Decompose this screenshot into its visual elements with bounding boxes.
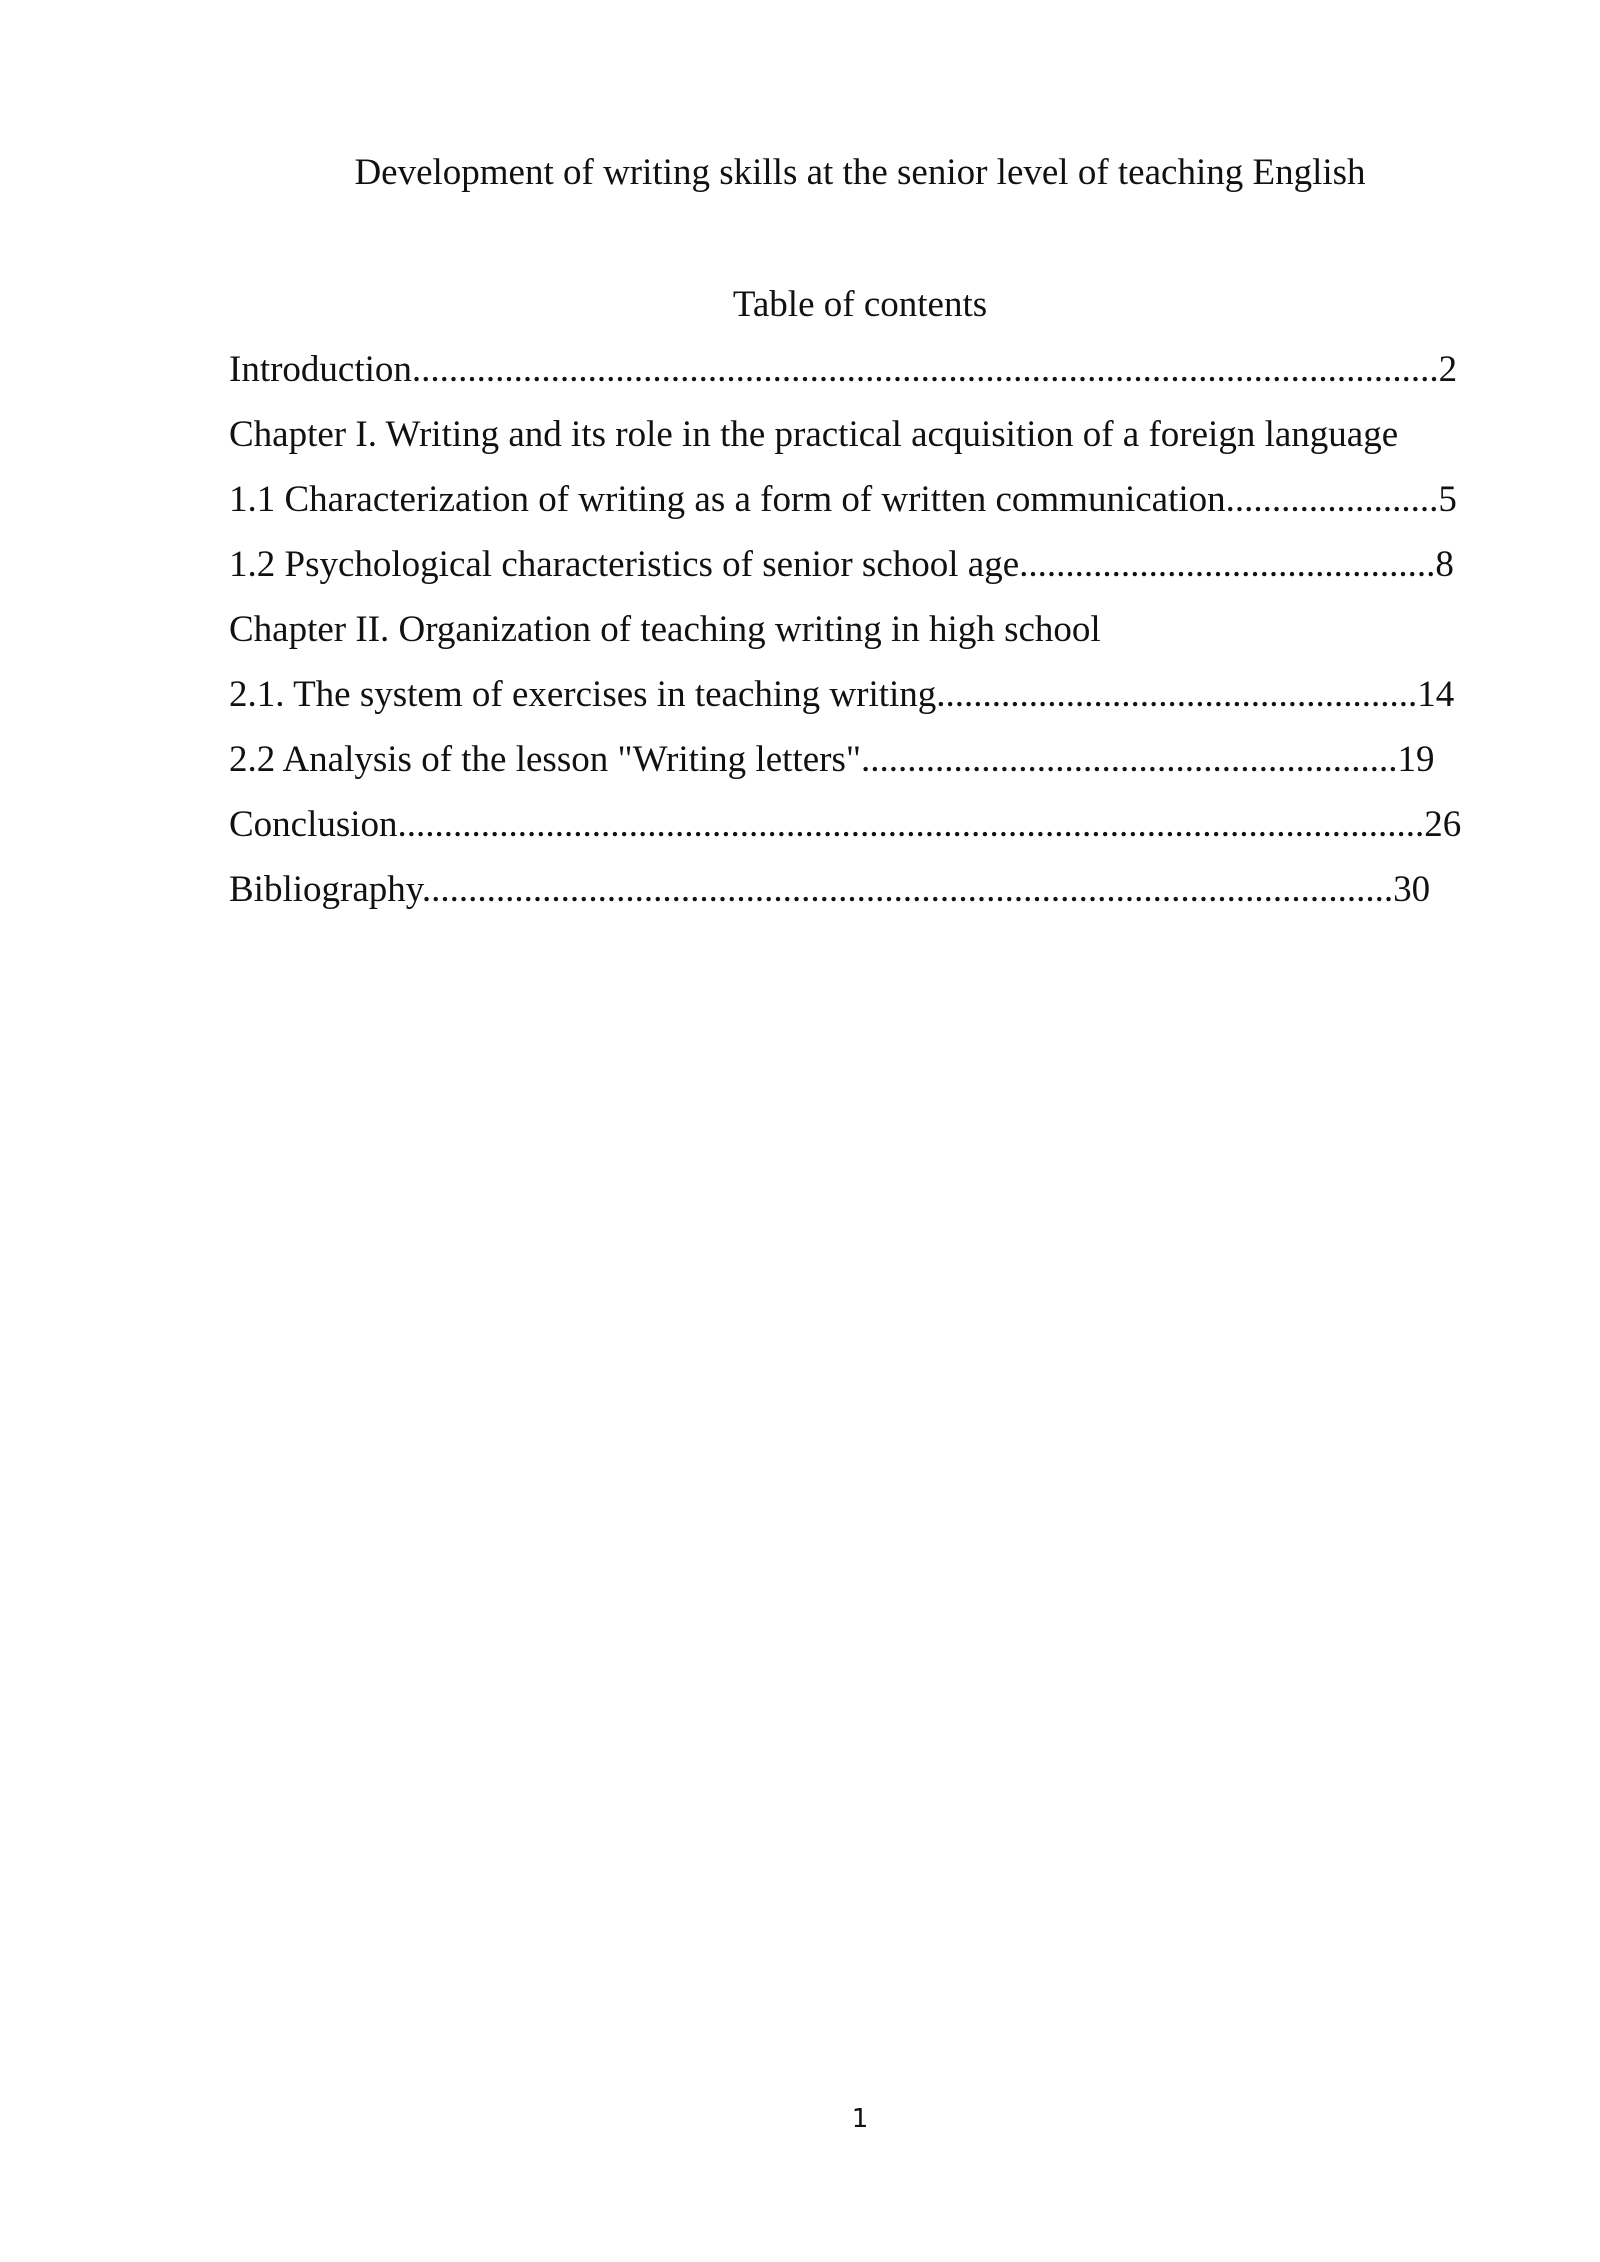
table-of-contents: [229, 347, 1461, 932]
toc-entry-text: Introduction...............................................................................................................2: [229, 349, 1458, 390]
toc-entry-text: Bibliography.........................................................................................................30: [229, 869, 1431, 910]
toc-entry-introduction: [229, 347, 1461, 412]
toc-entry-text: Conclusion...............................................................................................................26: [229, 804, 1462, 845]
toc-entry-2-1: [229, 672, 1461, 737]
toc-entry-text: 1.1 Characterization of writing as a form of written communication.......................5: [229, 479, 1457, 520]
toc-entry-bibliography: [229, 867, 1461, 932]
toc-heading: Table of contents: [732, 284, 988, 325]
toc-entry-2-2: [229, 737, 1461, 802]
page-number: 1: [851, 2104, 869, 2134]
toc-entry-chapter-1: [229, 412, 1461, 477]
toc-entry-text: 1.2 Psychological characteristics of senior school age.............................................8: [229, 544, 1454, 585]
toc-entry-chapter-2: [229, 607, 1461, 672]
document-title: Development of writing skills at the senior level of teaching English: [354, 152, 1366, 193]
toc-entry-text: 2.2 Analysis of the lesson "Writing letters"..........................................................19: [229, 739, 1435, 780]
toc-entry-1-2: [229, 542, 1461, 607]
toc-entry-1-1: [229, 477, 1461, 542]
toc-entry-text: Chapter I. Writing and its role in the practical acquisition of a foreign language: [229, 414, 1399, 455]
toc-entry-text: Chapter II. Organization of teaching writing in high school: [229, 609, 1101, 650]
toc-entry-conclusion: [229, 802, 1461, 867]
toc-entry-text: 2.1. The system of exercises in teaching writing....................................................14: [229, 674, 1455, 715]
